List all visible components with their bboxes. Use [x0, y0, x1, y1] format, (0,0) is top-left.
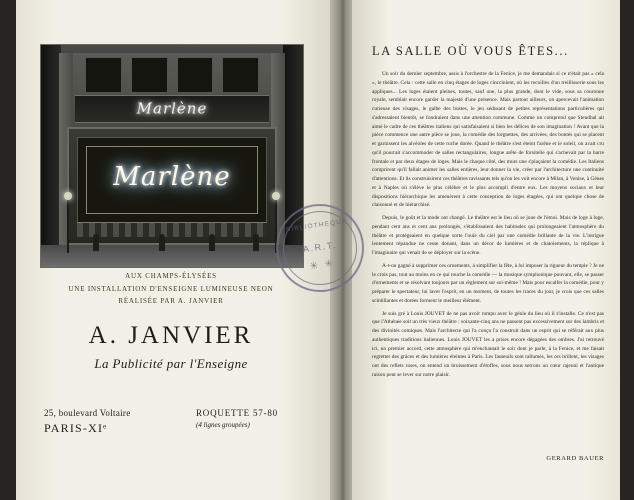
photo-caption-line-2: UNE INSTALLATION D'ENSEIGNE LUMINEUSE NEON: [68, 285, 274, 293]
upper-windows: [85, 57, 259, 93]
phone-number: ROQUETTE 57-80: [196, 408, 278, 418]
right-page-edge: [620, 0, 634, 500]
article-author: GERARD BAUER: [546, 455, 604, 462]
upper-window: [222, 57, 259, 93]
left-page-edge: [0, 0, 16, 500]
shop-window: [77, 137, 267, 223]
advert-photograph: [40, 44, 304, 268]
pedestrian-figure: [159, 234, 165, 251]
advertiser-phone: [196, 408, 316, 429]
article-body: [372, 70, 604, 445]
upper-window: [131, 57, 168, 93]
neon-window-text: Marlène: [113, 161, 231, 192]
photo-scene: [41, 45, 303, 267]
advertiser-address: [44, 408, 164, 436]
article-paragraph: Je suis gré à Louis JOUVET de ne pas avoir rompu avec le génie du lieu où il s'installe. Ce n'est pas que l'Athénée soit un très vieux théâtre : soixante-cinq ans ne passent pas excessivement sur des lambris et des divinités comiques. Mais l'architecte qui l'a conçu l'a construit dans un esprit qui se référait aux plus authentiques traditions italiennes. Louis JOUVET les a prises encore dégagées des ombres. J'ai retrouvé ici, un premier accord, cette atmosphère qui m'enchantait le soir dont je parle, à la Fenice, et me faisait regretter des grâces et des lumières éteintes à Paris. Les fauteuils sont rallumés, les ors brillent, les visages ont des reflets roses, on entend un bruissement d'étoffes, sous nous serrons un cœur rajeuni et l'antique raison peut se lever sur notre plaisir.: [372, 310, 604, 378]
library-stamp-bottom-text: ✳ ✳: [309, 258, 336, 273]
address-street: 25, boulevard Voltaire: [44, 408, 131, 418]
article-title: LA SALLE OÙ VOUS ÊTES...: [372, 44, 569, 58]
pedestrian-figure: [253, 234, 259, 251]
awning: [77, 222, 267, 237]
article-paragraph: Un soir du dernier septembre, assis à l'orchestre de la Fenice, je me demandais si ce n'était pas « cela », le théâtre. Cela : cette salle en cinq étages de loges cinccinient, où les recoilles d'un treillisserie sous les appliques... Les loges étaient pleines, toutes, sauf une, la plus grande, dont le vide, sous sa couronne royale, semblait encore garder la majesté d'une présence. Mais partout ailleurs, on apercevait l'animation curieuse des visages, le galbe des bustes, le jeu sédusant de petites représentations particulières qui s'adressaient bientôt, se fondraient dans une attention commune. Comme on comprend que Stendhal ait aimé le cadre de ces théâtres italiens qui satisfaisaient si bien les délices de son imagination ! Avant que la pièce commence une autre pièce se joue, la comédie des lorgnettes, des arrivées, des bontés qui se placent et garnissent les alvéoles de cette ruche dorée. Quand le théâtre s'est éteint l'arène et le soleil, on avait cru qu'il pourrait s'accommoder de salles rectangulaires, longue arête de forsitelle qui s'achevait par la barre frontale et par deux étages de loges. Mais le chaque côté, des murs une s'plaçaient la comédie. Les Italiens comprirent qu'il fallait animer les salles entières, leur donner la vie, créer par l'architecture une continuité d'attentions. Et ils construisirent ces théâtres ravissants tels qu'on les voit encore à Milan, à Venise, à Gênes et à Naples où s'élève le plus célèbre et le plus accompli d'entre eux. Les moyens sociaux et leur dispositions hiérarchique les amenèrent à cette conception de loges étagées, qui ont quelque chose de claisonné et de hiérarchisé.: [372, 71, 604, 209]
pedestrian-figure: [93, 234, 99, 251]
photo-left-shadow: [41, 45, 61, 267]
street-lamp: [67, 197, 69, 253]
photo-caption-line-1: AUX CHAMPS-ÉLYSÉES: [125, 272, 217, 280]
library-stamp-top-text: BIBLIOTHEQUE: [285, 217, 349, 234]
neon-sign-top-text: Marlène: [136, 99, 208, 118]
advertiser-name: A. JANVIER: [88, 322, 254, 349]
address-city: PARIS-XIᵉ: [44, 421, 108, 435]
storefront: [67, 127, 277, 245]
advertiser-tagline: La Publicité par l'Enseigne: [94, 356, 248, 371]
library-stamp-mid-text: A.R.T.: [302, 239, 338, 255]
photo-caption-line-3: RÉALISÉE PAR A. JANVIER: [118, 297, 224, 305]
neon-sign-band: [75, 95, 269, 123]
article-paragraph: A-t-on gagné à supprimer ces ornements, à simplifier la fête, à lui imposer la rigueur du temple ? Je ne le crois pas, tout au moins en ce qui touche la comédie — la musique symphonique pouvant, elle, se passer d'ornements et se résolvant toujours par un règlement sur soi-même ! Mais pour escalfer la comédie, pour y préparer le spectateur, lui laver l'esprit, en un moment, de toutes les traces du jour, je crois que ces salles scintillantes et dorées forment le meilleur élément.: [372, 262, 604, 304]
upper-window: [85, 57, 122, 93]
pedestrian-figure: [209, 234, 215, 251]
upper-window: [177, 57, 214, 93]
article-paragraph: Depuis, le goût et la mode ont changé. Le théâtre est le lieu où se joue de l'émoi. Mais de loge à loge, pendant cent ans et cent ans prolongés, s'établissaient des habitudes qui prolongeaient l'atmosphère du théâtre et protégeaient en quelque sorte l'ouïe du ciel par une comédie brillante de la vie. L'intrigue lentement répandue ne cesse donant, dans un décor de lumières et de chatoiements, la réplique à l'imaginaire qui venait de se déployer sur la scène.: [372, 215, 604, 256]
phone-note: (4 lignes groupées): [196, 421, 250, 429]
sidewalk: [41, 245, 303, 267]
